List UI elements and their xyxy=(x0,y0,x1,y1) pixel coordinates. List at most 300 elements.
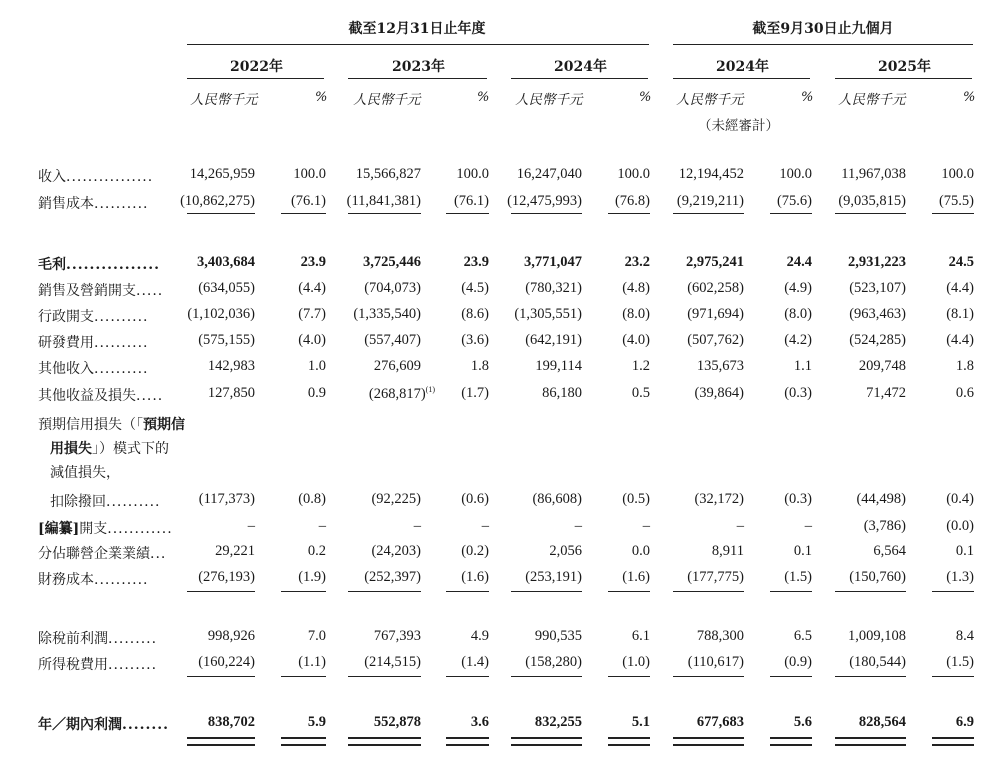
row-label-7 xyxy=(38,385,163,405)
cell-value: (160,224) xyxy=(198,654,255,670)
amount-cell xyxy=(524,254,582,271)
cell-value: 7.0 xyxy=(307,628,326,644)
amount-cell xyxy=(198,654,255,671)
unit-label-2: 人民幣千元 xyxy=(515,92,583,108)
subtotal-rule-0 xyxy=(348,213,421,214)
cell-value: 29,221 xyxy=(215,543,255,559)
pct-cell xyxy=(615,193,650,210)
cell-value: (44,498) xyxy=(856,491,906,507)
amount-cell xyxy=(849,654,906,671)
cell-value: (9,035,815) xyxy=(838,193,906,209)
leader-dots: ......... xyxy=(108,657,158,673)
double-rule-3 xyxy=(770,737,812,746)
amount-cell xyxy=(374,714,421,731)
cell-value: (8.0) xyxy=(784,306,812,322)
group1-rule xyxy=(187,44,649,45)
pct-cell xyxy=(298,306,326,323)
row-label-8 xyxy=(50,491,161,511)
cell-value: 0.1 xyxy=(955,543,974,559)
pct-cell xyxy=(461,491,489,508)
pct-cell xyxy=(939,193,974,210)
cell-value: 828,564 xyxy=(858,714,906,730)
pct-cell xyxy=(949,254,974,271)
cell-value: – xyxy=(318,518,326,534)
amount-cell xyxy=(687,569,744,586)
pct-cell xyxy=(946,491,974,508)
row-label-text: 年／期內利潤 xyxy=(38,717,122,733)
cell-value: 5.1 xyxy=(631,714,650,730)
cell-value: 3,403,684 xyxy=(197,254,255,270)
subtotal-rule-1 xyxy=(770,591,812,592)
cell-value: 199,114 xyxy=(535,358,582,374)
pct-cell xyxy=(794,358,812,375)
amount-cell xyxy=(532,491,582,508)
pct-cell xyxy=(301,254,326,271)
double-rule-3 xyxy=(187,737,255,746)
cell-value: (76.1) xyxy=(290,193,326,209)
row-label-4 xyxy=(38,306,149,326)
amount-cell xyxy=(364,280,421,297)
unit-label-3: 人民幣千元 xyxy=(676,92,744,108)
pct-cell xyxy=(956,714,974,731)
group-header-fiscal-years: 截至12月31日止年度 xyxy=(348,21,486,37)
leader-dots: ........ xyxy=(122,717,169,733)
subtotal-rule-0 xyxy=(608,213,650,214)
pct-cell xyxy=(632,543,650,560)
row-label-text: 開支 xyxy=(79,521,108,537)
subtotal-rule-0 xyxy=(281,213,326,214)
cell-value: 832,255 xyxy=(534,714,582,730)
amount-cell xyxy=(187,306,255,323)
cell-value: 142,983 xyxy=(207,358,255,374)
amount-cell xyxy=(198,332,255,349)
pct-cell xyxy=(308,714,326,731)
cell-value: – xyxy=(642,518,650,534)
amount-cell xyxy=(712,543,744,560)
subtotal-rule-2 xyxy=(932,676,974,677)
cell-value: (4.4) xyxy=(298,280,326,296)
subtotal-rule-0 xyxy=(770,213,812,214)
pct-cell xyxy=(471,358,489,375)
cell-value: (1.5) xyxy=(946,654,974,670)
cell-value: (39,864) xyxy=(694,385,744,401)
cell-value: 100.0 xyxy=(941,166,974,182)
leader-dots: .......... xyxy=(94,572,149,588)
amount-cell xyxy=(208,358,255,375)
year-rule-0 xyxy=(187,78,324,79)
cell-value: (523,107) xyxy=(849,280,906,296)
cell-value: (0.9) xyxy=(784,654,812,670)
amount-cell xyxy=(525,654,582,671)
double-rule-3 xyxy=(511,737,582,746)
pct-cell xyxy=(291,193,326,210)
amount-cell xyxy=(374,358,421,375)
cell-value: 11,967,038 xyxy=(841,166,906,182)
amount-cell xyxy=(215,543,255,560)
subtotal-rule-0 xyxy=(446,213,489,214)
pct-cell xyxy=(622,306,650,323)
ecl-label-line2: 用損失」）模式下的 xyxy=(50,441,169,457)
pct-cell xyxy=(298,569,326,586)
pct-cell xyxy=(308,358,326,375)
amount-cell xyxy=(208,714,255,731)
cell-value: (177,775) xyxy=(687,569,744,585)
cell-value: 23.9 xyxy=(463,254,489,270)
cell-value: 100.0 xyxy=(293,166,326,182)
leader-dots: .......... xyxy=(106,494,161,510)
amount-cell xyxy=(677,193,744,210)
cell-value: 1.8 xyxy=(470,358,489,374)
row-label-text: 其他收入 xyxy=(38,361,94,377)
row-label-text: 研發費用 xyxy=(38,335,94,351)
pct-cell xyxy=(794,543,812,560)
amount-cell xyxy=(535,628,582,645)
cell-value: 3,771,047 xyxy=(524,254,582,270)
cell-value: (253,191) xyxy=(525,569,582,585)
cell-value: 12,194,452 xyxy=(678,166,744,182)
amount-cell xyxy=(687,306,744,323)
cell-value: 6.9 xyxy=(955,714,974,730)
cell-value: 6.5 xyxy=(793,628,812,644)
cell-value: 2,975,241 xyxy=(686,254,744,270)
pct-cell xyxy=(308,628,326,645)
cell-value: (3,786) xyxy=(863,518,906,534)
row-label-10 xyxy=(38,543,166,563)
cell-value: (0.6) xyxy=(461,491,489,507)
subtotal-rule-0 xyxy=(187,213,255,214)
amount-cell xyxy=(575,518,582,535)
cell-value: 1.8 xyxy=(955,358,974,374)
amount-cell xyxy=(507,193,582,210)
pct-cell xyxy=(308,385,326,402)
pct-cell xyxy=(471,714,489,731)
cell-value: (9,219,211) xyxy=(676,193,744,209)
cell-value: (75.5) xyxy=(938,193,974,209)
pct-cell xyxy=(298,654,326,671)
subtotal-rule-1 xyxy=(932,591,974,592)
cell-value: 838,702 xyxy=(207,714,255,730)
year-rule-1 xyxy=(348,78,487,79)
subtotal-rule-1 xyxy=(673,591,744,592)
row-label-11 xyxy=(38,569,149,589)
cell-value: (86,608) xyxy=(532,491,582,507)
pct-cell xyxy=(946,280,974,297)
subtotal-rule-1 xyxy=(348,591,421,592)
cell-value: (7.7) xyxy=(298,306,326,322)
cell-value: (602,258) xyxy=(687,280,744,296)
amount-cell xyxy=(369,385,435,403)
row-label-2 xyxy=(38,254,160,274)
pct-cell xyxy=(941,166,974,183)
cell-value: (1.0) xyxy=(622,654,650,670)
cell-value: 0.2 xyxy=(307,543,326,559)
cell-value: (214,515) xyxy=(364,654,421,670)
amount-cell xyxy=(198,280,255,297)
pct-cell xyxy=(794,714,812,731)
pct-cell xyxy=(632,714,650,731)
unaudited-label: （未經審計） xyxy=(698,118,779,134)
amount-cell xyxy=(517,166,582,183)
pct-cell xyxy=(632,358,650,375)
pct-cell xyxy=(787,254,812,271)
subtotal-rule-1 xyxy=(187,591,255,592)
cell-value: 2,056 xyxy=(549,543,582,559)
cell-value: (11,841,381) xyxy=(346,193,421,209)
cell-value: (0.2) xyxy=(461,543,489,559)
cell-value: (0.0) xyxy=(946,518,974,534)
cell-value: 5.9 xyxy=(307,714,326,730)
cell-value: 209,748 xyxy=(858,358,906,374)
cell-value: (3.6) xyxy=(461,332,489,348)
pct-cell xyxy=(461,654,489,671)
cell-value: (4.4) xyxy=(946,332,974,348)
subtotal-rule-2 xyxy=(446,676,489,677)
amount-cell xyxy=(371,543,421,560)
leader-dots: ............ xyxy=(107,521,173,537)
pct-cell xyxy=(784,385,812,402)
pct-cell xyxy=(779,166,812,183)
amount-cell xyxy=(374,628,421,645)
subtotal-rule-2 xyxy=(770,676,812,677)
subtotal-rule-2 xyxy=(187,676,255,677)
cell-value: 14,265,959 xyxy=(189,166,255,182)
pct-cell xyxy=(622,280,650,297)
cell-value: 6.1 xyxy=(631,628,650,644)
cell-value: (1,102,036) xyxy=(187,306,255,322)
pct-cell xyxy=(946,654,974,671)
pct-cell xyxy=(622,332,650,349)
amount-cell xyxy=(535,358,582,375)
cell-value: 0.9 xyxy=(307,385,326,401)
amount-cell xyxy=(197,254,255,271)
cell-value: (634,055) xyxy=(198,280,255,296)
cell-value: (150,760) xyxy=(849,569,906,585)
cell-value: 8,911 xyxy=(711,543,744,559)
cell-value: 6,564 xyxy=(873,543,906,559)
pct-cell xyxy=(461,385,489,402)
group-header-nine-months: 截至9月30日止九個月 xyxy=(752,21,894,37)
cell-value: (0.5) xyxy=(622,491,650,507)
cell-value: (1,305,551) xyxy=(514,306,582,322)
amount-cell xyxy=(535,714,582,731)
cell-value: 100.0 xyxy=(456,166,489,182)
cell-value: 0.1 xyxy=(793,543,812,559)
leader-dots: .......... xyxy=(94,309,149,325)
cell-value: (76.8) xyxy=(614,193,650,209)
amount-cell xyxy=(414,518,421,535)
amount-cell xyxy=(849,306,906,323)
amount-cell xyxy=(542,385,582,402)
cell-value: (575,155) xyxy=(198,332,255,348)
amount-cell xyxy=(364,654,421,671)
year-header-0: 2022年 xyxy=(230,59,283,75)
amount-cell xyxy=(198,569,255,586)
amount-cell xyxy=(208,385,255,402)
cell-value: (158,280) xyxy=(525,654,582,670)
cell-value: 15,566,827 xyxy=(355,166,421,182)
cell-value: (24,203) xyxy=(371,543,421,559)
cell-value: (0.3) xyxy=(784,385,812,401)
leader-dots: ................ xyxy=(66,169,154,185)
row-label-12 xyxy=(38,628,157,648)
pct-cell xyxy=(777,193,812,210)
pct-label-0: % xyxy=(315,90,328,105)
pct-cell xyxy=(471,628,489,645)
pct-cell xyxy=(456,166,489,183)
pct-cell xyxy=(946,332,974,349)
leader-dots: ......... xyxy=(108,631,158,647)
amount-cell xyxy=(859,358,906,375)
pct-cell xyxy=(461,332,489,349)
cell-value: (76.1) xyxy=(453,193,489,209)
year-rule-2 xyxy=(511,78,648,79)
year-header-4: 2025年 xyxy=(878,59,931,75)
double-rule-3 xyxy=(348,737,421,746)
double-rule-3 xyxy=(608,737,650,746)
pct-label-3: % xyxy=(801,90,814,105)
amount-cell xyxy=(208,628,255,645)
cell-value: 276,609 xyxy=(373,358,421,374)
pct-cell xyxy=(622,569,650,586)
double-rule-3 xyxy=(446,737,489,746)
row-label-text: 毛利 xyxy=(38,257,66,273)
amount-cell xyxy=(841,166,906,183)
row-label-text: 除稅前利潤 xyxy=(38,631,108,647)
subtotal-rule-2 xyxy=(281,676,326,677)
cell-value: (4.5) xyxy=(461,280,489,296)
row-label-text: 其他收益及損失 xyxy=(38,388,136,404)
cell-value: – xyxy=(481,518,489,534)
cell-value: 1.2 xyxy=(631,358,650,374)
cell-value: (704,073) xyxy=(364,280,421,296)
pct-cell xyxy=(805,518,812,535)
cell-value: (110,617) xyxy=(687,654,744,670)
cell-value: (10,862,275) xyxy=(180,193,255,209)
subtotal-rule-1 xyxy=(835,591,906,592)
cell-value: – xyxy=(574,518,582,534)
cell-value: (252,397) xyxy=(364,569,421,585)
cell-value: 0.0 xyxy=(631,543,650,559)
pct-cell xyxy=(946,306,974,323)
amount-cell xyxy=(364,569,421,586)
cell-value: 23.9 xyxy=(300,254,326,270)
cell-value: (1.9) xyxy=(298,569,326,585)
subtotal-rule-0 xyxy=(673,213,744,214)
pct-cell xyxy=(464,254,489,271)
leader-dots: .......... xyxy=(94,361,149,377)
cell-value: (268,817) xyxy=(368,385,426,402)
cell-value: 3,725,446 xyxy=(363,254,421,270)
amount-cell xyxy=(856,491,906,508)
cell-value: (1.7) xyxy=(461,385,489,401)
amount-cell xyxy=(371,491,421,508)
cell-value: (4.4) xyxy=(946,280,974,296)
pct-label-1: % xyxy=(477,90,490,105)
amount-cell xyxy=(859,714,906,731)
pct-cell xyxy=(308,543,326,560)
subtotal-rule-1 xyxy=(511,591,582,592)
amount-cell xyxy=(849,280,906,297)
cell-value: 1.1 xyxy=(793,358,812,374)
cell-value: (0.4) xyxy=(946,491,974,507)
cell-value: 5.6 xyxy=(793,714,812,730)
cell-value: 1.0 xyxy=(307,358,326,374)
pct-cell xyxy=(632,385,650,402)
cell-value: 788,300 xyxy=(696,628,744,644)
redacted-label: [編纂] xyxy=(38,521,80,537)
cell-value: (557,407) xyxy=(364,332,421,348)
pct-cell xyxy=(632,628,650,645)
cell-value: (92,225) xyxy=(371,491,421,507)
pct-cell xyxy=(794,628,812,645)
pct-cell xyxy=(956,358,974,375)
amount-cell xyxy=(864,518,906,535)
amount-cell xyxy=(737,518,744,535)
pct-label-4: % xyxy=(963,90,976,105)
subtotal-rule-0 xyxy=(835,213,906,214)
pct-label-2: % xyxy=(639,90,652,105)
amount-cell xyxy=(688,654,744,671)
cell-value: 23.2 xyxy=(624,254,650,270)
ecl-label-line3: 減值損失， xyxy=(50,465,120,481)
cell-value: (642,191) xyxy=(525,332,582,348)
row-label-text: 財務成本 xyxy=(38,572,94,588)
cell-value: (12,475,993) xyxy=(507,193,582,209)
pct-cell xyxy=(784,654,812,671)
year-header-3: 2024年 xyxy=(716,59,769,75)
amount-cell xyxy=(364,332,421,349)
row-label-text: 行政開支 xyxy=(38,309,94,325)
cell-value: (1.1) xyxy=(298,654,326,670)
pct-cell xyxy=(461,569,489,586)
pct-cell xyxy=(461,306,489,323)
cell-value: (4.0) xyxy=(298,332,326,348)
subtotal-rule-1 xyxy=(446,591,489,592)
cell-value: 100.0 xyxy=(779,166,812,182)
cell-value: (507,762) xyxy=(687,332,744,348)
pct-cell xyxy=(946,569,974,586)
amount-cell xyxy=(199,491,255,508)
cell-value: – xyxy=(413,518,421,534)
pct-cell xyxy=(622,491,650,508)
row-label-text: 收入 xyxy=(38,169,66,185)
ecl-label-line1: 預期信用損失（「預期信 xyxy=(38,417,185,433)
cell-value: 677,683 xyxy=(696,714,744,730)
cell-value: (180,544) xyxy=(849,654,906,670)
unit-label-0: 人民幣千元 xyxy=(190,92,258,108)
cell-value: (8.6) xyxy=(461,306,489,322)
pct-cell xyxy=(461,543,489,560)
cell-value: (276,193) xyxy=(198,569,255,585)
cell-value: (971,694) xyxy=(687,306,744,322)
double-rule-3 xyxy=(673,737,744,746)
amount-cell xyxy=(525,280,582,297)
amount-cell xyxy=(848,254,906,271)
cell-value: 100.0 xyxy=(617,166,650,182)
cell-value: 71,472 xyxy=(866,385,906,401)
cell-value: (4.0) xyxy=(622,332,650,348)
cell-value: (780,321) xyxy=(525,280,582,296)
cell-value: (1,335,540) xyxy=(353,306,421,322)
amount-cell xyxy=(686,254,744,271)
cell-value: – xyxy=(804,518,812,534)
pct-cell xyxy=(784,491,812,508)
cell-value: 998,926 xyxy=(207,628,255,644)
amount-cell xyxy=(873,543,906,560)
amount-cell xyxy=(687,280,744,297)
year-rule-4 xyxy=(835,78,972,79)
amount-cell xyxy=(866,385,906,402)
